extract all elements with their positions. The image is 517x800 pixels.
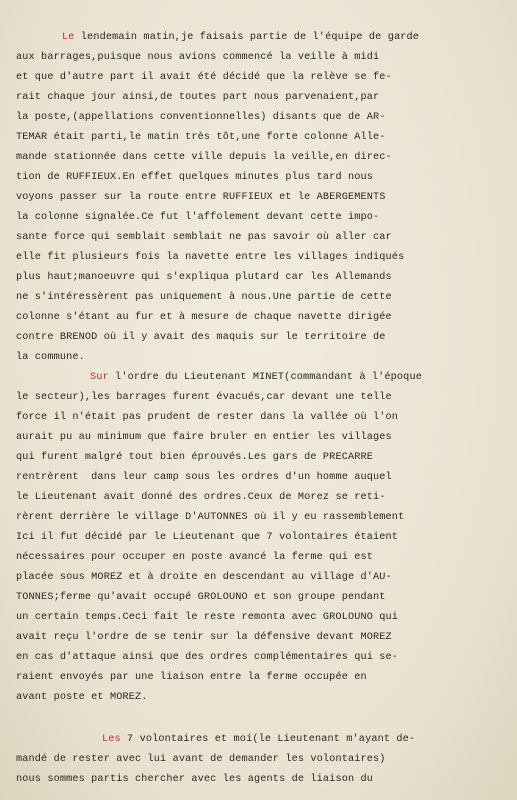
doc-line: le Lieutenant avait donné des ordres.Ceux de Morez se reti-: [16, 492, 386, 503]
doc-line: le secteur),les barrages furent évacués,car devant une telle: [16, 392, 392, 403]
doc-line: TEMAR était parti,le matin très tôt,une forte colonne Alle-: [16, 132, 386, 143]
doc-line: tion de RUFFIEUX.En effet quelques minutes plus tard nous: [16, 172, 374, 183]
doc-line: voyons passer sur la route entre RUFFIEUX et le ABERGEMENTS: [16, 192, 386, 203]
doc-line: colonne s'étant au fur et à mesure de chaque navette dirigée: [16, 312, 392, 323]
doc-line: la poste,(appellations conventionnelles) disants que de AR-: [16, 112, 386, 123]
doc-line: sante force qui semblait semblait ne pas savoir où aller car: [16, 232, 392, 243]
doc-line: rèrent derrière le village D'AUTONNES où il y eu rassemblement: [16, 512, 405, 523]
paragraph-initial-word: Sur: [90, 372, 109, 383]
doc-line: plus haut;manoeuvre qui s'expliqua plutard car les Allemands: [16, 272, 392, 283]
doc-line: avait reçu l'ordre de se tenir sur la défensive devant MOREZ: [16, 632, 392, 643]
doc-line: force il n'était pas prudent de rester dans la vallée où l'on: [16, 412, 399, 423]
doc-line: nous sommes partis chercher avec les agents de liaison du: [16, 774, 374, 785]
doc-line: mande stationnée dans cette ville depuis la veille,en direc-: [16, 152, 392, 163]
doc-line: nécessaires pour occuper en poste avancé la ferme qui est: [16, 552, 374, 563]
paragraph-initial-word: Les: [102, 734, 121, 745]
doc-line: Sur l'ordre du Lieutenant MINET(commandant à l'époque: [90, 372, 422, 383]
doc-line: Les 7 volontaires et moi(le Lieutenant m'ayant de-: [102, 734, 416, 745]
doc-line: rentrèrent dans leur camp sous les ordres d'un homme auquel: [16, 472, 392, 483]
doc-line: aurait pu au minimum que faire bruler en entier les villages: [16, 432, 392, 443]
doc-line: mandé de rester avec lui avant de demander les volontaires): [16, 754, 386, 765]
doc-line: en cas d'attaque ainsi que des ordres complémentaires qui se-: [16, 652, 399, 663]
doc-line: ne s'intéressèrent pas uniquement à nous.Une partie de cette: [16, 292, 392, 303]
doc-line: et que d'autre part il avait été décidé que la relève se fe-: [16, 72, 392, 83]
doc-line: la commune.: [16, 352, 85, 363]
doc-line: Ici il fut décidé par le Lieutenant que 7 volontaires étaient: [16, 532, 399, 543]
doc-line: avant poste et MOREZ.: [16, 692, 148, 703]
doc-line: placée sous MOREZ et à droite en descendant au village d'AU-: [16, 572, 392, 583]
doc-line: un certain temps.Ceci fait le reste remonta avec GROLOUNO qui: [16, 612, 399, 623]
doc-line: la colonne signalée.Ce fut l'affolement devant cette impo-: [16, 212, 380, 223]
doc-line: elle fit plusieurs fois la navette entre les villages indiqués: [16, 252, 405, 263]
doc-line: aux barrages,puisque nous avions commencé la veille à midi: [16, 52, 380, 63]
doc-line: rait chaque jour ainsi,de toutes part nous parvenaient,par: [16, 92, 380, 103]
doc-line: contre BRENOD où il y avait des maquis sur le territoire de: [16, 332, 386, 343]
doc-line: TONNES;ferme qu'avait occupé GROLOUNO et son groupe pendant: [16, 592, 386, 603]
doc-line: Le lendemain matin,je faisais partie de l'équipe de garde: [62, 32, 420, 43]
doc-line: raient envoyés par une liaison entre la ferme occupée en: [16, 672, 367, 683]
doc-line: qui furent malgré tout bien éprouvés.Les gars de PRECARRE: [16, 452, 374, 463]
paragraph-initial-word: Le: [62, 32, 75, 43]
